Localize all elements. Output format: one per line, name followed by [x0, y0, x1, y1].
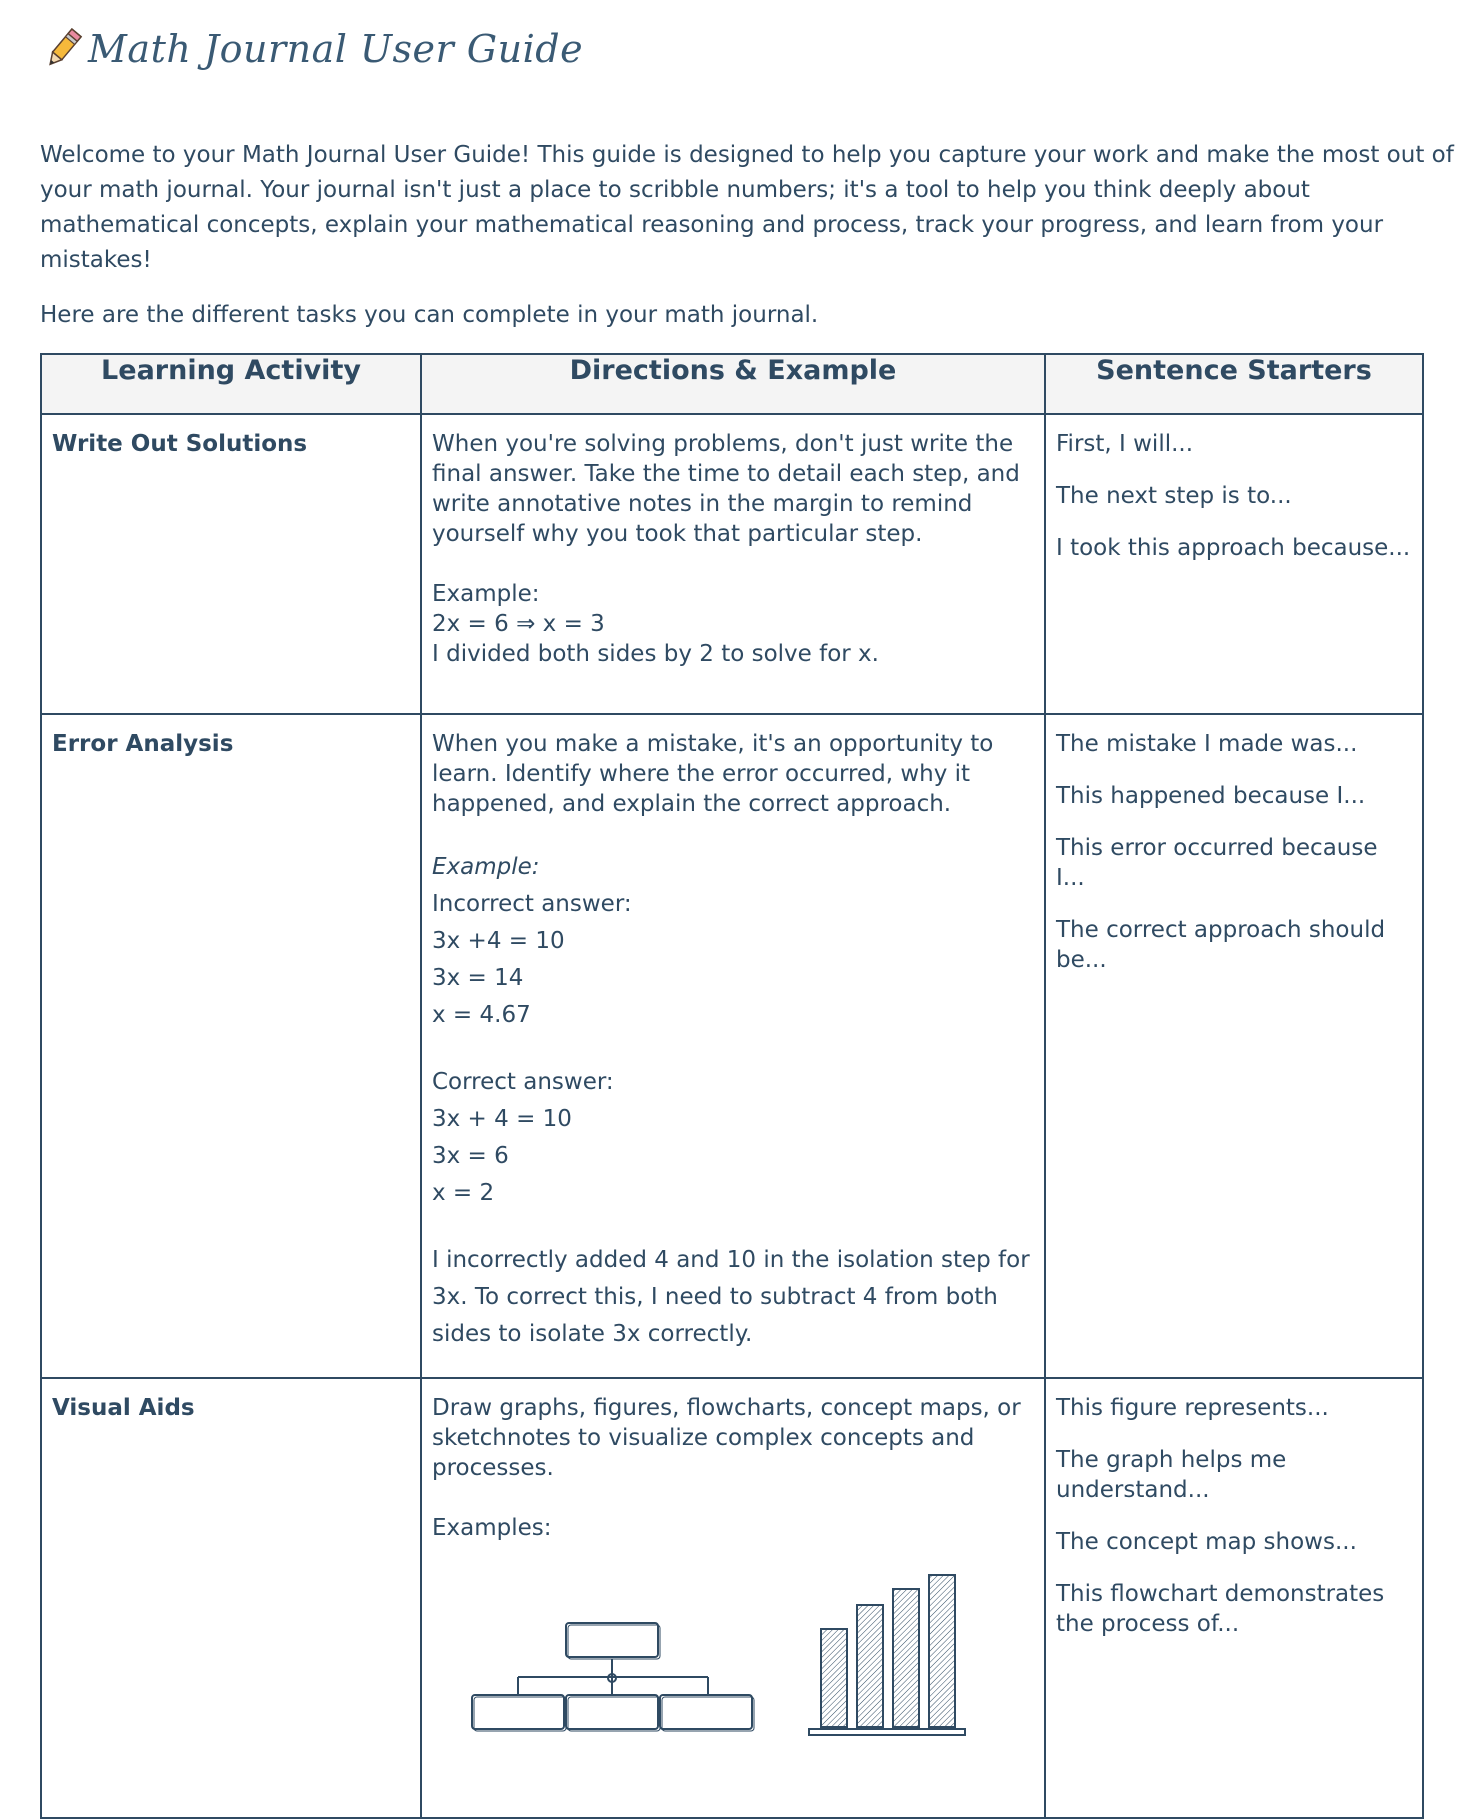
equation-line: x = 2 — [432, 1180, 495, 1206]
example-label: Example: — [432, 581, 540, 607]
illustrations — [432, 1543, 1034, 1793]
intro-welcome: Welcome to your Math Journal User Guide! This guide is designed to help you capture your work and make the most out of your math journal. Your journal isn't just a place to scribble numbers; it's a tool to help you think deeply about mathematical concepts, explain your mathematical reasoning and process, track your progress, and learn from your mistakes! — [40, 142, 1454, 273]
equation-line: 3x = 6 — [432, 1143, 509, 1169]
sentence-starter: This happened because I... — [1056, 783, 1366, 809]
activity-table — [40, 353, 1424, 1819]
sentence-starter: I took this approach because... — [1056, 535, 1411, 561]
sentence-starter: The graph helps me understand... — [1056, 1447, 1287, 1503]
correct-label: Correct answer: — [432, 1069, 614, 1095]
sentence-starter: This error occurred because I... — [1056, 835, 1378, 891]
sentence-starter: The concept map shows... — [1056, 1529, 1357, 1555]
equation-line: 3x + 4 = 10 — [432, 1106, 572, 1132]
sentence-starter: The mistake I made was... — [1056, 731, 1358, 757]
directions-text: Draw graphs, figures, flowcharts, concept maps, or sketchnotes to visualize complex concepts and processes. — [432, 1395, 1021, 1481]
equation-line: 3x +4 = 10 — [432, 928, 565, 954]
starters-cell — [1045, 414, 1423, 714]
sentence-starter: First, I will... — [1056, 431, 1194, 457]
bar-graph-sketch — [807, 1553, 987, 1783]
flowchart-sketch — [462, 1553, 782, 1783]
sentence-starter: This flowchart demonstrates the process of... — [1056, 1581, 1385, 1637]
example-label: Examples: — [432, 1515, 552, 1541]
table-row — [41, 414, 1423, 714]
incorrect-label: Incorrect answer: — [432, 891, 632, 917]
example-label: Example: — [432, 854, 540, 880]
example-line: 2x = 6 ⇒ x = 3 — [432, 611, 605, 637]
page-title: Math Journal User Guide — [88, 27, 584, 71]
pencil-icon — [40, 26, 86, 72]
equation-line: 3x = 14 — [432, 965, 524, 991]
header-sentence-starters: Sentence Starters — [1045, 354, 1423, 414]
intro-tasks: Here are the different tasks you can complete in your math journal. — [40, 302, 819, 328]
header-directions-example: Directions & Example — [421, 354, 1045, 414]
starters-cell — [1045, 714, 1423, 1378]
sentence-starter: The next step is to... — [1056, 483, 1292, 509]
error-explanation: I incorrectly added 4 and 10 in the isolation step for 3x. To correct this, I need to subtract 4 from both sides to isolate 3x correctly. — [432, 1247, 1030, 1347]
table-row — [41, 714, 1423, 1378]
title-row — [40, 26, 1418, 72]
starters-cell — [1045, 1378, 1423, 1818]
directions-cell — [421, 1378, 1045, 1818]
intro — [40, 138, 1454, 333]
directions-cell — [421, 414, 1045, 714]
equation-line: x = 4.67 — [432, 1002, 531, 1028]
table-header-row — [41, 354, 1423, 414]
directions-text: When you're solving problems, don't just write the final answer. Take the time to detail each step, and write annotative notes in the margin to remind yourself why you took that particular step. — [432, 431, 1020, 547]
sentence-starter: This figure represents... — [1056, 1395, 1329, 1421]
example-line: I divided both sides by 2 to solve for x. — [432, 641, 879, 667]
table-row — [41, 1378, 1423, 1818]
directions-cell — [421, 714, 1045, 1378]
activity-visual-aids: Visual Aids — [41, 1378, 421, 1818]
sentence-starter: The correct approach should be... — [1056, 917, 1386, 973]
directions-text: When you make a mistake, it's an opportunity to learn. Identify where the error occurred, why it happened, and explain the correct approach. — [432, 731, 994, 817]
activity-write-out-solutions: Write Out Solutions — [41, 414, 421, 714]
activity-error-analysis: Error Analysis — [41, 714, 421, 1378]
header-learning-activity: Learning Activity — [41, 354, 421, 414]
